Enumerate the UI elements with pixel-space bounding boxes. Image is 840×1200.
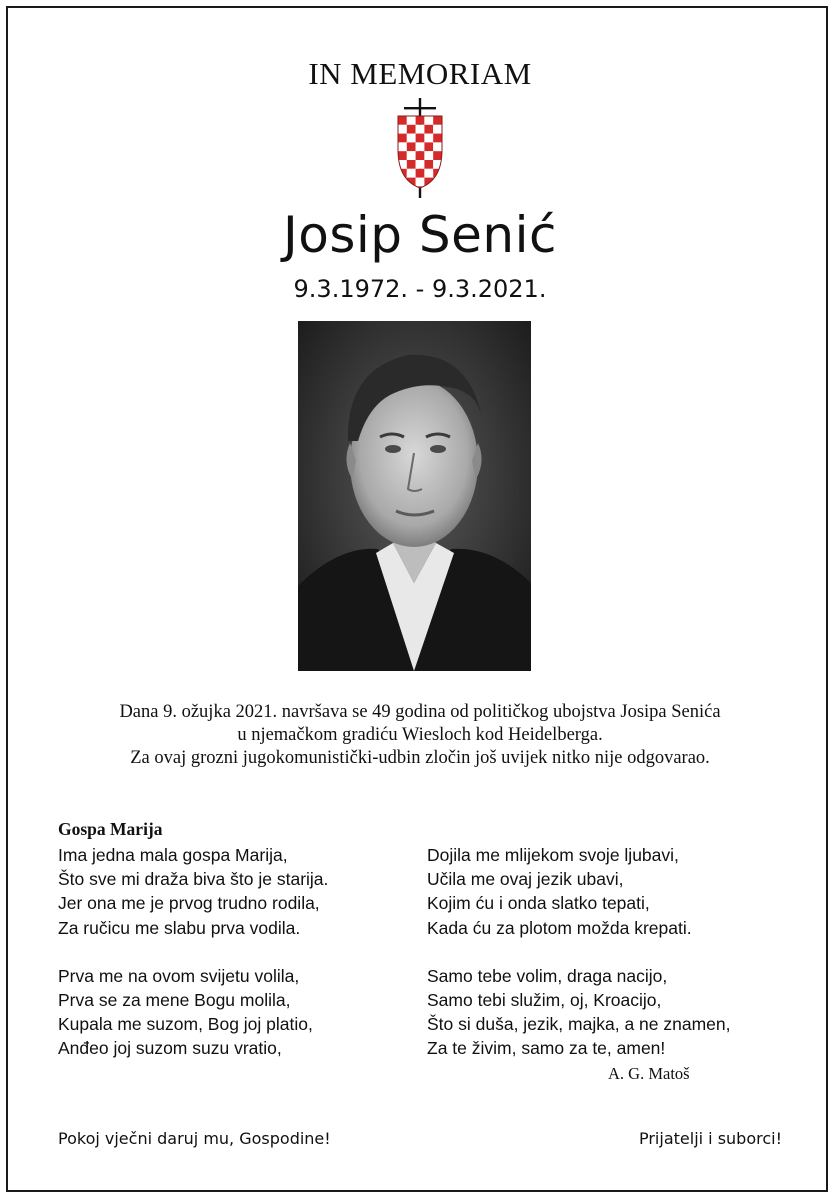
life-dates: 9.3.1972. - 9.3.2021. — [293, 275, 547, 303]
footer-prayer: Pokoj vječni daruj mu, Gospodine! — [58, 1129, 331, 1148]
poem-line: Ima jedna mala gospa Marija, — [58, 845, 288, 865]
poem-line: Anđeo joj suzom suzu vratio, — [58, 1038, 282, 1059]
footer-signature: Prijatelji i suborci! — [638, 1129, 782, 1148]
poem-line: Što sve mi draža biva što je starija. — [58, 869, 329, 890]
statement-line: Za ovaj grozni jugokomunistički-udbin zločin još uvijek nitko nije odgovarao. — [130, 748, 710, 768]
poem-line: Što si duša, jezik, majka, a ne znamen, — [427, 1014, 731, 1035]
poem-author: A. G. Matoš — [608, 1064, 690, 1083]
poem-line: Dojila me mlijekom svoje ljubavi, — [427, 845, 679, 865]
poem-line: Jer ona me je prvog trudno rodila, — [58, 893, 320, 914]
poem-line: Za ručicu me slabu prva vodila. — [58, 917, 301, 938]
poem-line: Kupala me suzom, Bog joj platio, — [58, 1014, 313, 1035]
poem-title: Gospa Marija — [58, 819, 163, 839]
poem-line: Učila me ovaj jezik ubavi, — [427, 869, 624, 890]
statement-line: Dana 9. ožujka 2021. navršava se 49 godina od političkog ubojstva Josipa Senića — [119, 702, 721, 722]
poem-line: Kada ću za plotom možda krepati. — [427, 917, 692, 938]
poem-right-column — [427, 843, 730, 1061]
cross-checkered-shield-icon — [392, 98, 448, 198]
poem-line: Za te živim, samo za te, amen! — [427, 1038, 666, 1059]
poem-line: Samo tebi služim, oj, Kroacijo, — [427, 990, 662, 1011]
poem-line: Samo tebe volim, draga nacijo, — [427, 965, 668, 986]
person-name: Josip Senić — [283, 206, 557, 264]
poem-line: Kojim ću i onda slatko tepati, — [427, 893, 650, 914]
poem-line: Prva se za mene Bogu molila, — [58, 990, 291, 1011]
page-title: IN MEMORIAM — [308, 56, 532, 91]
portrait-photo — [298, 321, 531, 671]
poem-left-column — [58, 843, 328, 1061]
statement-line: u njemačkom gradiću Wiesloch kod Heidelberga. — [237, 725, 603, 745]
statement — [0, 701, 840, 770]
poem-line: Prva me na ovom svijetu volila, — [58, 965, 300, 986]
